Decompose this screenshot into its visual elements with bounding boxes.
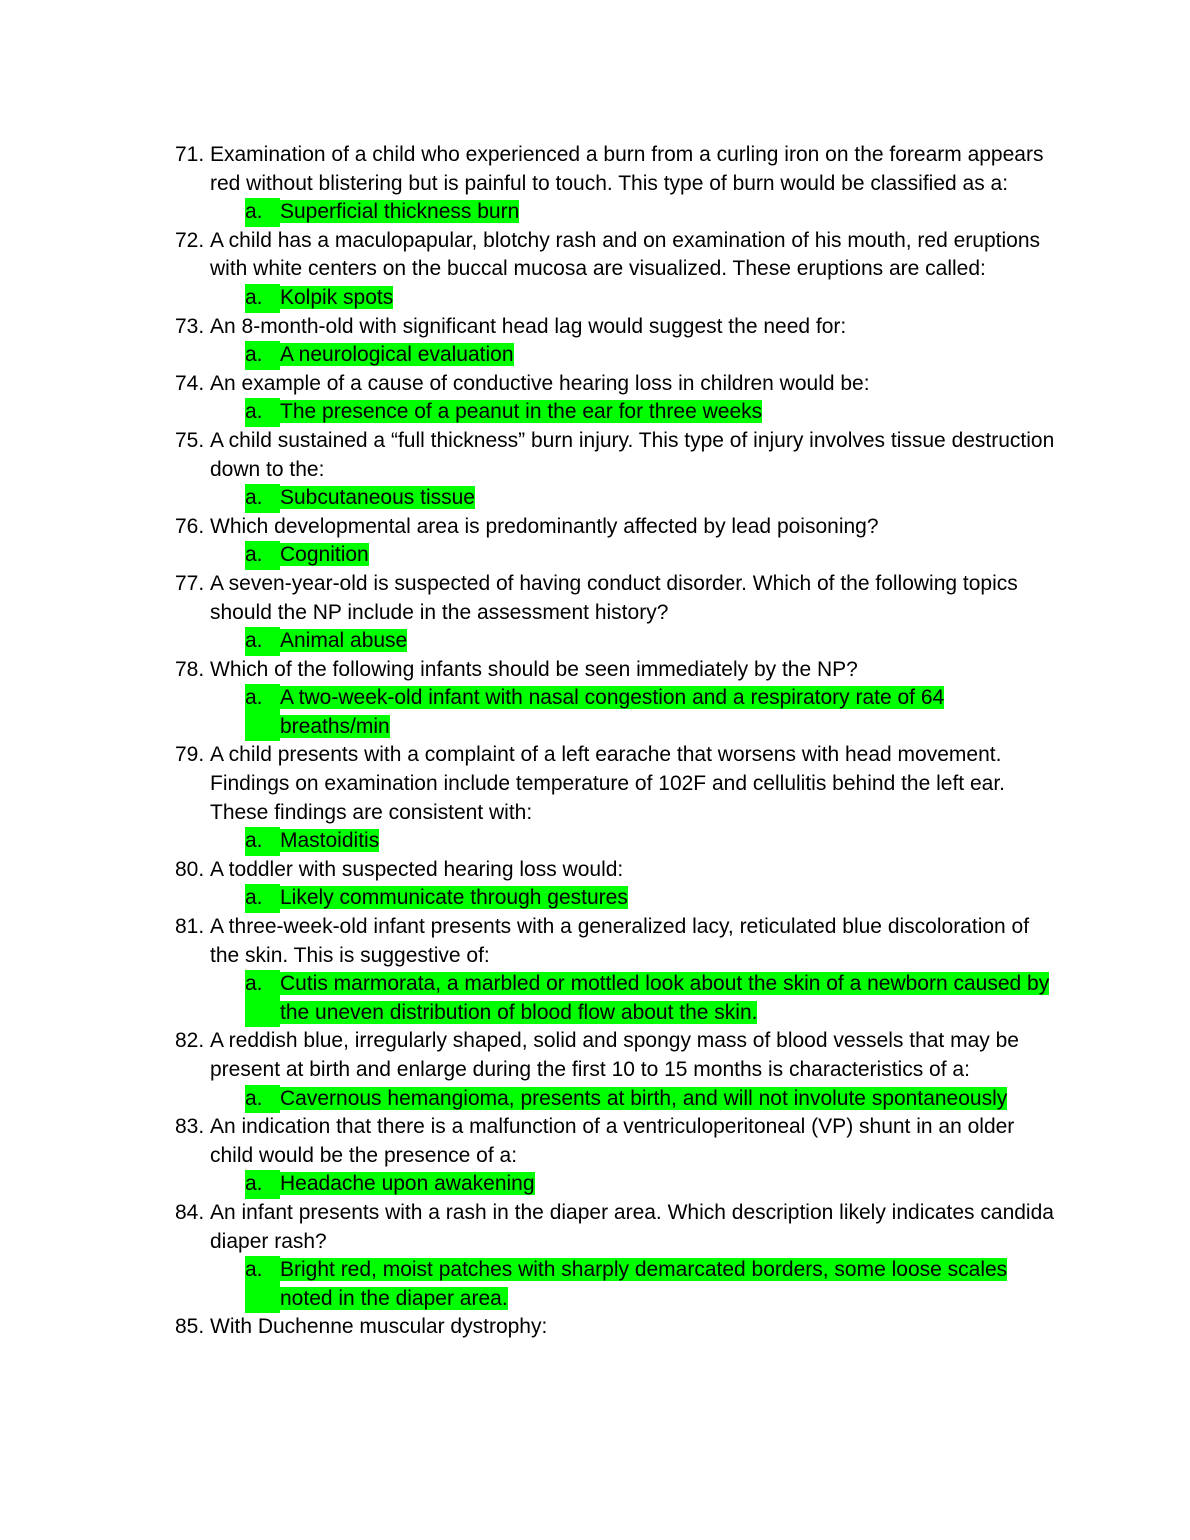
question-74 <box>175 370 1055 399</box>
question-number: 75. <box>175 428 205 452</box>
question-76 <box>175 513 1055 542</box>
answer-82 <box>245 1085 1055 1114</box>
question-text: Which of the following infants should be seen immediately by the NP? <box>210 657 858 681</box>
question-number: 80. <box>175 857 205 881</box>
answer-80 <box>245 884 1055 913</box>
highlighted-answer: Cutis marmorata, a marbled or mottled look about the skin of a newborn caused by the uneven distribution of blood flow about the skin. <box>280 972 1050 1024</box>
answer-label: a. <box>245 398 280 427</box>
answer-79 <box>245 827 1055 856</box>
question-81 <box>175 913 1055 970</box>
question-text: A three-week-old infant presents with a generalized lacy, reticulated blue discoloration of the skin. This is suggestive of: <box>210 915 1030 967</box>
answer-label: a. <box>245 1170 280 1199</box>
highlighted-answer: Animal abuse <box>280 629 408 653</box>
question-text: An 8-month-old with significant head lag would suggest the need for: <box>210 314 847 338</box>
answer-label: a. <box>245 1085 280 1114</box>
question-number: 82. <box>175 1029 205 1053</box>
question-number: 74. <box>175 371 205 395</box>
answer-71 <box>245 198 1055 227</box>
answer-label: a. <box>245 198 280 227</box>
answer-75 <box>245 484 1055 513</box>
answer-76 <box>245 541 1055 570</box>
question-73 <box>175 313 1055 342</box>
highlighted-answer: Bright red, moist patches with sharply demarcated borders, some loose scales noted in the diaper area. <box>280 1258 1008 1310</box>
question-text: A reddish blue, irregularly shaped, solid and spongy mass of blood vessels that may be present at birth and enlarge during the first 10 to 15 months is characteristics of a: <box>210 1029 1019 1081</box>
question-number: 77. <box>175 571 205 595</box>
question-list <box>175 141 1055 1342</box>
highlighted-answer: A two-week-old infant with nasal congestion and a respiratory rate of 64 breaths/min <box>280 686 945 738</box>
question-text: Examination of a child who experienced a burn from a curling iron on the forearm appears red without blistering but is painful to touch. This type of burn would be classified as a: <box>210 143 1044 195</box>
question-83 <box>175 1113 1055 1170</box>
answer-84 <box>245 1256 1055 1313</box>
question-77 <box>175 570 1055 627</box>
answer-81 <box>245 970 1055 1027</box>
question-text: An infant presents with a rash in the diaper area. Which description likely indicates candida diaper rash? <box>210 1200 1054 1253</box>
question-number: 81. <box>175 915 205 939</box>
question-80 <box>175 856 1055 885</box>
answer-label: a. <box>245 884 280 913</box>
question-number: 83. <box>175 1115 205 1139</box>
question-82 <box>175 1027 1055 1084</box>
highlighted-answer: Cavernous hemangioma, presents at birth, and will not involute spontaneously <box>280 1086 1008 1110</box>
question-number: 73. <box>175 314 205 338</box>
highlighted-answer: Likely communicate through gestures <box>280 886 628 910</box>
highlighted-answer: Kolpik spots <box>280 285 394 309</box>
question-72 <box>175 227 1055 284</box>
question-text: A seven-year-old is suspected of having conduct disorder. Which of the following topics should the NP include in the assessment history? <box>210 571 1018 624</box>
highlighted-answer: Mastoiditis <box>280 829 380 853</box>
answer-83 <box>245 1170 1055 1199</box>
highlighted-answer: Superficial thickness burn <box>280 200 520 224</box>
highlighted-answer: The presence of a peanut in the ear for three weeks <box>280 400 763 424</box>
question-number: 85. <box>175 1315 205 1339</box>
question-79 <box>175 741 1055 827</box>
question-text: An indication that there is a malfunction of a ventriculoperitoneal (VP) shunt in an older child would be the presence of a: <box>210 1115 1015 1167</box>
answer-label: a. <box>245 684 280 741</box>
answer-77 <box>245 627 1055 656</box>
question-85 <box>175 1313 1055 1342</box>
question-number: 78. <box>175 657 205 681</box>
question-text: A child presents with a complaint of a left earache that worsens with head movement. Findings on examination include temperature of 102F and cellulitis behind the left ear. These findings are consistent with: <box>210 743 1005 824</box>
question-number: 71. <box>175 143 205 166</box>
answer-72 <box>245 284 1055 313</box>
highlighted-answer: Cognition <box>280 543 369 567</box>
question-text: A child sustained a “full thickness” burn injury. This type of injury involves tissue destruction down to the: <box>210 428 1055 481</box>
question-78 <box>175 656 1055 685</box>
question-84 <box>175 1199 1055 1256</box>
question-text: A child has a maculopapular, blotchy rash and on examination of his mouth, red eruptions with white centers on the buccal mucosa are visualized. These eruptions are called: <box>210 228 1041 281</box>
question-number: 72. <box>175 228 205 252</box>
question-text: A toddler with suspected hearing loss would: <box>210 857 624 881</box>
answer-74 <box>245 398 1055 427</box>
question-text: An example of a cause of conductive hearing loss in children would be: <box>210 371 870 395</box>
question-number: 76. <box>175 514 205 538</box>
highlighted-answer: Subcutaneous tissue <box>280 486 475 510</box>
answer-label: a. <box>245 484 280 513</box>
question-number: 79. <box>175 743 205 767</box>
highlighted-answer: A neurological evaluation <box>280 343 514 367</box>
answer-label: a. <box>245 827 280 856</box>
answer-label: a. <box>245 627 280 656</box>
question-text: With Duchenne muscular dystrophy: <box>210 1315 548 1339</box>
answer-73 <box>245 341 1055 370</box>
answer-label: a. <box>245 541 280 570</box>
answer-label: a. <box>245 284 280 313</box>
answer-78 <box>245 684 1055 741</box>
question-71 <box>175 141 1055 198</box>
question-75 <box>175 427 1055 484</box>
highlighted-answer: Headache upon awakening <box>280 1172 535 1196</box>
answer-label: a. <box>245 1256 280 1313</box>
question-text: Which developmental area is predominantly affected by lead poisoning? <box>210 514 879 538</box>
question-number: 84. <box>175 1200 205 1224</box>
answer-label: a. <box>245 970 280 1027</box>
answer-label: a. <box>245 341 280 370</box>
